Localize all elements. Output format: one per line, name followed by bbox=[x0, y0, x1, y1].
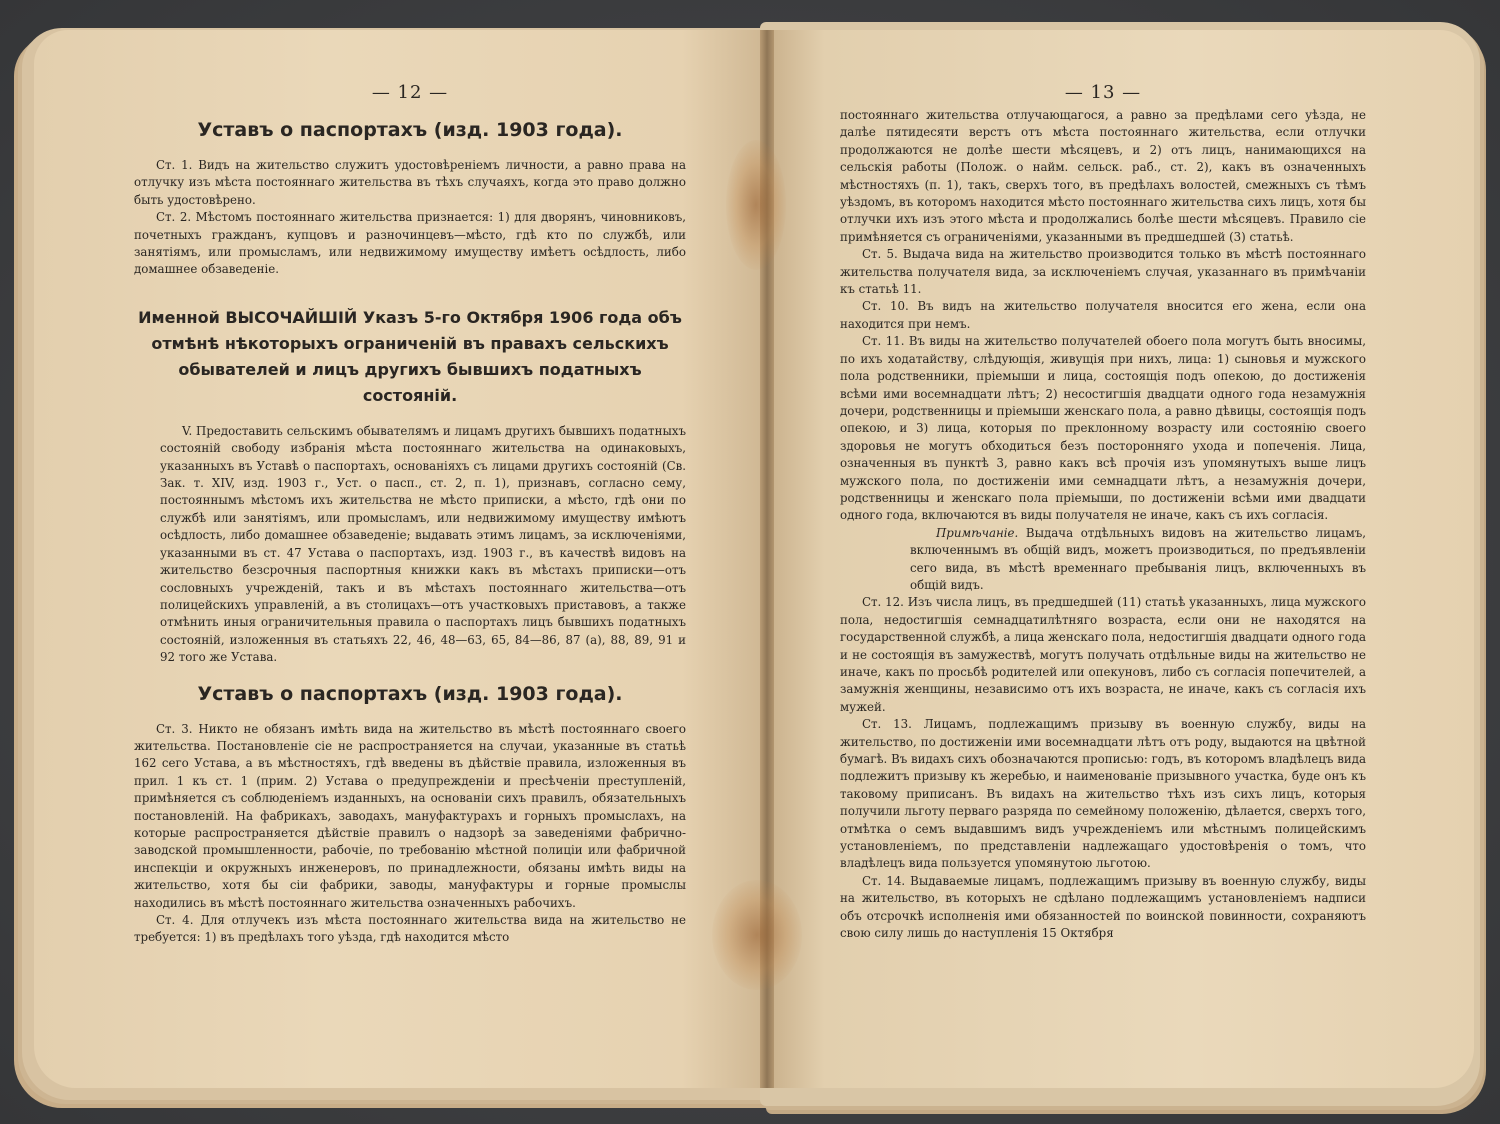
article-paragraph: Ст. 11. Въ виды на жительство получателей обоего пола могутъ быть вносимы, по ихъ ходатайству, слѣдующія, живущія при нихъ, лица: 1) сыновья и мужского пола родственники, пріемыши и лица, состоящія подъ опекою, до достиженія всѣми ими восемнадцати лѣтъ; 2) несостигшія двадцати одного года незамужнія дочери, родственницы и пріемыши женскаго пола, а равно дѣвицы, состоящія подъ опекою, и 3) лица, которыя по преклонному возрасту или состоянію своего здоровья не могутъ обходиться безъ посторонняго ухода и попеченія. Лица, означенныя въ пунктѣ 3, равно какъ всѣ прочія изъ упомянутыхъ выше лицъ мужского пола, по достиженіи ими семнадцати лѣтъ, а незамужнія дочери, родственницы и женскаго пола пріемыши, по достиженіи всѣми ими двадцати одного года, включаются въ виды получателя не иначе, какъ съ ихъ согласія. bbox=[840, 334, 1366, 523]
article-paragraph: Ст. 12. Изъ числа лицъ, въ предшедшей (11) статьѣ указанныхъ, лица мужского пола, недостигшія семнадцатилѣтняго возраста, если они не находятся на государственной службѣ, а лица женскаго пола, недостигшія двадцати одного года и не состоящія въ замужествѣ, могутъ получать отдѣльные виды на жительство не иначе, какъ по просьбѣ родителей или опекуновъ, либо съ согласія попечителей, а замужнія женщины, независимо отъ ихъ возраста, не иначе, какъ съ согласія ихъ мужей. bbox=[840, 595, 1366, 714]
left-page bbox=[34, 30, 770, 1088]
article-paragraph: Ст. 10. Въ видъ на жительство получателя вносится его жена, если она находится при немъ. bbox=[840, 299, 1366, 331]
section-heading: Уставъ о паспортахъ (изд. 1903 года). bbox=[197, 682, 623, 705]
section-heading: Уставъ о паспортахъ (изд. 1903 года). bbox=[197, 119, 623, 141]
page-number: — 12 — bbox=[371, 82, 449, 103]
article-paragraph: Ст. 13. Лицамъ, подлежащимъ призыву въ военную службу, виды на жительство, по достиженіи ими восемнадцати лѣтъ отъ роду, выдаются на цвѣтной бумагѣ. Въ видахъ сихъ обозначаются прописью: годъ, въ которомъ владѣлецъ вида подлежитъ призыву къ жеребью, и наименованіе призывного участка, буде онъ къ таковому приписанъ. Въ видахъ на жительство тѣхъ изъ сихъ лицъ, которыя получили льготу перваго разряда по семейному положенію, дѣлается, сверхъ того, отмѣтка о семъ выдавшимъ видъ учрежденіемъ или мѣстнымъ полицейскимъ установленіемъ, по представленіи надлежащаго удостовѣренія о томъ, что владѣлецъ вида пользуется упомянутою льготою. bbox=[840, 717, 1366, 871]
note-label: Примѣчаніе. bbox=[936, 525, 1019, 540]
note-paragraph bbox=[840, 525, 1366, 595]
note-text: Выдача отдѣльныхъ видовъ на жительство лицамъ, включеннымъ въ общій видъ, можетъ производиться, по предъявленіи сего вида, въ мѣстѣ временнаго пребыванія лицъ, включенныхъ въ общій видъ. bbox=[910, 525, 1366, 592]
right-page bbox=[768, 30, 1474, 1088]
article-paragraph: Ст. 5. Выдача вида на жительство производится только въ мѣстѣ постояннаго жительства получателя вида, за исключеніемъ случая, указаннаго въ примѣчаніи къ статьѣ 11. bbox=[840, 247, 1366, 297]
decree-paragraph: V. Предоставить сельскимъ обывателямъ и лицамъ другихъ бывшихъ податныхъ состояній свободу избранія мѣста постояннаго жительства на одинаковыхъ, указанныхъ въ Уставѣ о паспортахъ, основаніяхъ съ лицами другихъ состояній (Св. Зак. т. XIV, изд. 1903 г., Уст. о пасп., ст. 2, п. 1), признавъ, согласно сему, постояннымъ мѣстомъ ихъ жительства не мѣсто приписки, а мѣсто, гдѣ они по службѣ или занятіямъ, или промысламъ, или недвижимому имуществу имѣютъ осѣдлость, либо домашнее обзаведеніе; выдавать этимъ лицамъ, за исключеніями, указанными въ ст. 47 Устава о паспортахъ, изд. 1903 г., въ качествѣ видовъ на жительство безсрочныя паспортныя книжки какъ въ мѣстахъ приписки—отъ сословныхъ учрежденій, такъ и въ мѣстахъ постояннаго жительства—отъ полицейскихъ управленій, а въ столицахъ—отъ участковыхъ приставовъ, а также отмѣнить иныя ограничительныя правила о паспортахъ лицъ бывшихъ податныхъ состояній, изложенныя въ статьяхъ 22, 46, 48—63, 65, 84—86, 87 (а), 88, 89, 91 и 92 того же Устава. bbox=[160, 423, 686, 665]
rust-stain bbox=[726, 140, 786, 270]
rust-stain bbox=[712, 880, 802, 990]
article-paragraph: Ст. 14. Выдаваемые лицамъ, подлежащимъ призыву въ военную службу, виды на жительство, въ которыхъ не сдѣлано подлежащимъ установленіемъ надписи объ отсрочкѣ исполненія ими обязанностей по воинской повинности, сохраняютъ свою силу лишь до наступленія 15 Октября bbox=[840, 873, 1366, 941]
page-number: — 13 — bbox=[1064, 82, 1142, 103]
decree-heading: Именной ВЫСОЧАЙШІЙ Указъ 5-го Октября 1906 года объ отмѣнѣ нѣкоторыхъ ограниченій въ правахъ сельскихъ обывателей и лицъ другихъ бывшихъ податныхъ состояній. bbox=[138, 307, 682, 405]
article-paragraph: постояннаго жительства отлучающагося, а равно за предѣлами сего уѣзда, не далѣе пятидесяти верстъ отъ мѣста постояннаго жительства, если отлучки продолжаются не долѣе шести мѣсяцевъ, и 2) отъ лицъ, нанимающихся на сельскія работы (Полож. о найм. сельск. раб., ст. 2), какъ въ означенныхъ мѣстностяхъ (п. 1), такъ, сверхъ того, въ предѣлахъ волостей, смежныхъ съ тѣмъ уѣздомъ, въ которомъ находится мѣсто постояннаго жительства сихъ лицъ, хотя бы отлучки ихъ изъ этого мѣста и продолжались болѣе шести мѣсяцевъ. Правило сіе примѣняется съ ограниченіями, указанными въ предшедшей (3) статьѣ. bbox=[840, 108, 1366, 244]
article-paragraph: Ст. 2. Мѣстомъ постояннаго жительства признается: 1) для дворянъ, чиновниковъ, почетныхъ гражданъ, купцовъ и разночинцевъ—мѣсто, гдѣ кто по службѣ, или занятіямъ, или промысламъ, или недвижимому имуществу имѣетъ осѣдлость, либо домашнее обзаведеніе. bbox=[134, 210, 686, 277]
article-paragraph: Ст. 1. Видъ на жительство служитъ удостовѣреніемъ личности, а равно права на отлучку изъ мѣста постояннаго жительства въ тѣхъ случаяхъ, когда это право должно быть удостовѣрено. bbox=[134, 158, 686, 207]
article-paragraph: Ст. 3. Никто не обязанъ имѣть вида на жительство въ мѣстѣ постояннаго своего жительства. Постановленіе сіе не распространяется на случаи, указанные въ статьѣ 162 сего Устава, а въ мѣстностяхъ, гдѣ введены въ дѣйствіе правила, изложенныя въ прил. 1 къ ст. 1 (прим. 2) Устава о предупрежденіи и пресѣченіи преступленій, примѣняется съ соблюденіемъ изданныхъ, на основаніи сихъ правилъ, обязательныхъ постановленій. На фабрикахъ, заводахъ, мануфактурахъ и горныхъ промыслахъ, на которые распространяется дѣйствіе правилъ о надзорѣ за заведеніями фабрично-заводской промышленности, рабочіе, по требованію мѣстной полиціи или фабричной инспекціи и окружныхъ инженеровъ, по принадлежности, обязаны имѣть виды на жительство, хотя бы сіи фабрики, заводы, мануфактуры и горные промыслы находились въ мѣстѣ постояннаго жительства означенныхъ рабочихъ. bbox=[134, 721, 686, 910]
article-paragraph: Ст. 4. Для отлучекъ изъ мѣста постояннаго жительства вида на жительство не требуется: 1) въ предѣлахъ того уѣзда, гдѣ находится мѣсто bbox=[134, 913, 686, 945]
